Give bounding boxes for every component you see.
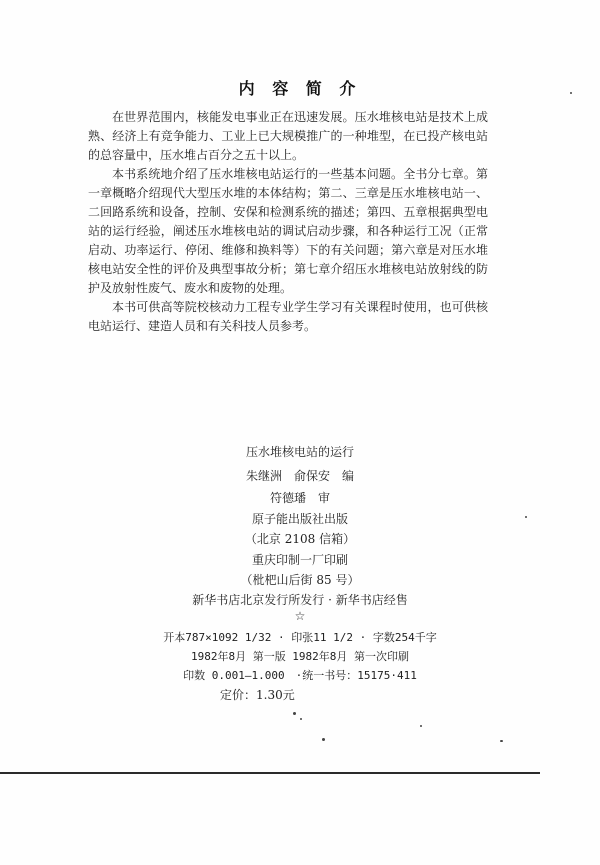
publisher-address: （北京 2108 信箱）: [244, 532, 356, 546]
distribution-line: 新华书店北京发行所发行 · 新华书店经售: [192, 593, 408, 607]
bottom-rule: [0, 772, 540, 774]
scan-speck: [322, 738, 325, 741]
scan-speck: [300, 718, 302, 720]
book-title: 压水堆核电站的运行: [245, 445, 354, 459]
summary-text: [88, 108, 488, 336]
publisher-line: 原子能出版社出版: [251, 512, 348, 526]
scan-speck: [420, 725, 422, 727]
printer-address: （枇杷山后街 85 号）: [240, 573, 360, 587]
section-title: 内 容 简 介: [238, 79, 362, 98]
scan-speck: [500, 740, 503, 742]
authors-line: 朱继洲 俞保安 编: [245, 469, 354, 483]
separator-star-icon: ☆: [294, 609, 306, 623]
printer-line: 重庆印制一厂印刷: [251, 553, 348, 567]
scan-speck: [570, 92, 572, 94]
scan-speck: [293, 712, 296, 715]
format-line: 开本787×1092 1/32 · 印张11 1/2 · 字数254千字: [163, 631, 437, 644]
edition-line: 1982年8月 第一版 1982年8月 第一次印刷: [190, 650, 410, 663]
price-line: 定价：1.30元: [220, 688, 295, 702]
summary-paragraph-2: 本书系统地介绍了压水堆核电站运行的一些基本问题。全书分七章。第一章概略介绍现代大型压水堆的本体结构；第二、三章是压水堆核电站一、二回路系统和设备，控制、安保和检测系统的描述；第四、五章根据典型电站的运行经验，阐述压水堆核电站的调试启动步骤，和各种运行工况（正常启动、功率运行、停闭、维修和换料等）下的有关问题；第六章是对压水堆核电站安全性的评价及典型事故分析；第七章介绍压水堆核电站放射线的防护及放射性废气、废水和废物的处理。: [88, 167, 488, 295]
summary-paragraph-3: 本书可供高等院校核动力工程专业学生学习有关课程时使用，也可供核电站运行、建造人员和有关科技人员参考。: [88, 300, 488, 333]
summary-paragraph-1: 在世界范围内，核能发电事业正在迅速发展。压水堆核电站是技术上成熟、经济上有竞争能力、工业上已大规模推广的一种堆型，在已投产核电站的总容量中，压水堆占百分之五十以上。: [88, 110, 488, 162]
reviewer-line: 符德璠 审: [269, 491, 330, 505]
scan-speck: [525, 516, 527, 518]
print-run-line: 印数 0.001—1.000 ·统一书号：15175·411: [183, 669, 417, 682]
